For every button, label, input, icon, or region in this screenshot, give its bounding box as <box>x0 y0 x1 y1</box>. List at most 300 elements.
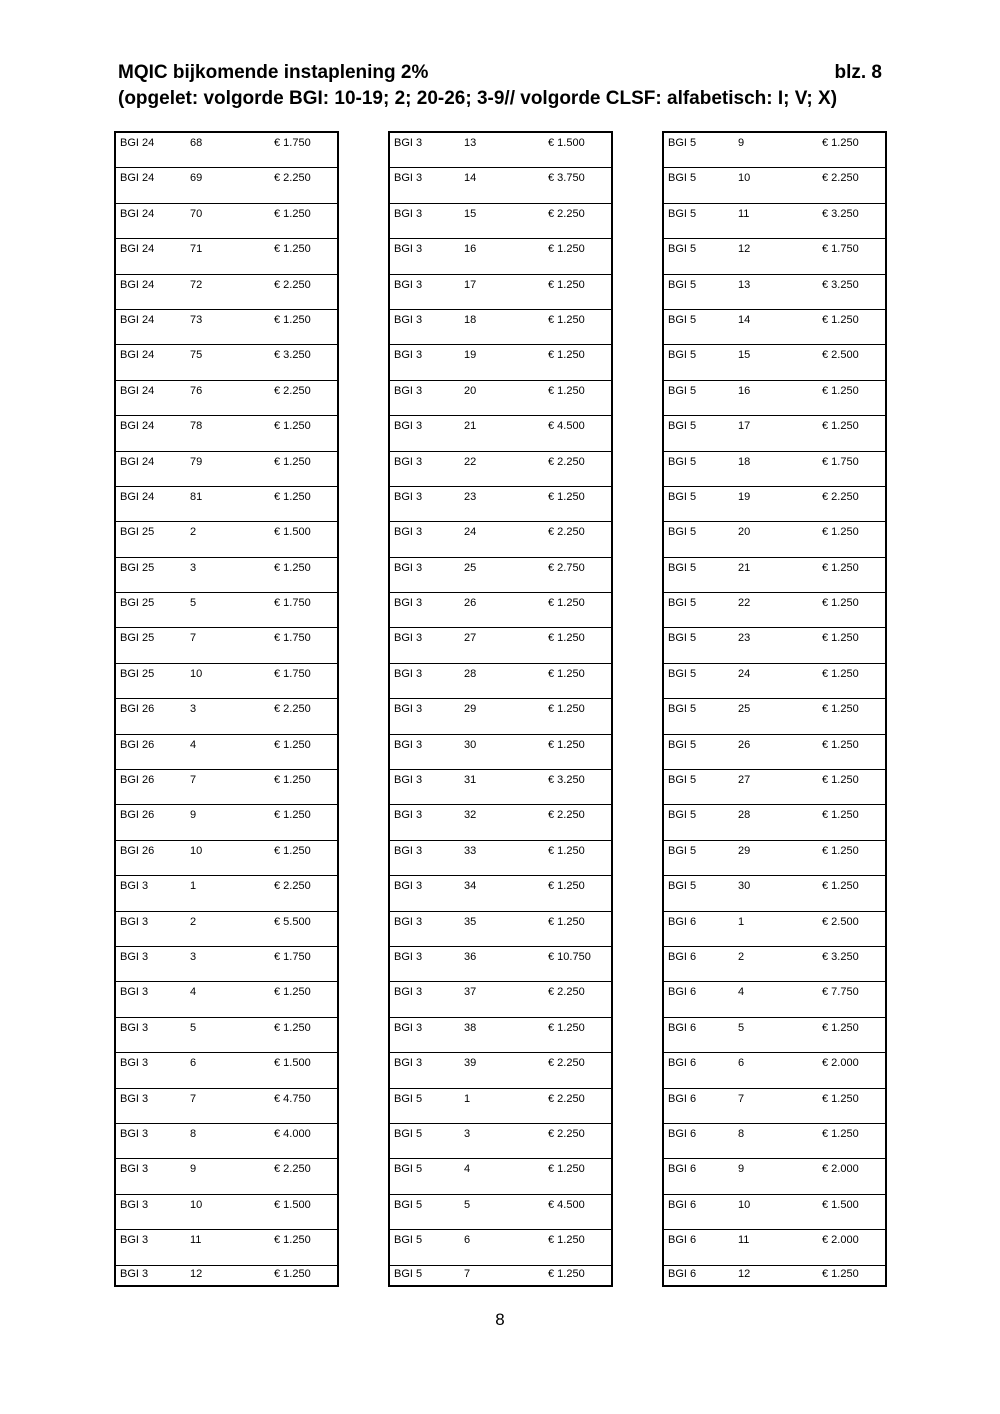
group-cell: BGI 3 <box>120 1163 149 1176</box>
number-cell: 29 <box>738 844 751 857</box>
table-row <box>664 1266 885 1285</box>
table-row <box>390 699 611 734</box>
group-cell: BGI 6 <box>668 1021 697 1034</box>
header-line-1 <box>118 60 882 86</box>
group-cell: BGI 3 <box>394 278 423 291</box>
document-title: MQIC bijkomende instaplening 2% <box>118 62 429 83</box>
group-cell: BGI 5 <box>668 313 697 326</box>
group-cell: BGI 6 <box>668 1057 697 1070</box>
group-cell: BGI 26 <box>120 774 155 787</box>
table-row <box>390 416 611 451</box>
group-cell: BGI 3 <box>394 667 423 680</box>
table-row <box>390 770 611 805</box>
group-cell: BGI 3 <box>120 1057 149 1070</box>
table-row <box>390 168 611 203</box>
group-cell: BGI 3 <box>394 774 423 787</box>
group-cell: BGI 6 <box>668 1163 697 1176</box>
amount-cell: € 1.250 <box>548 1163 585 1176</box>
group-cell: BGI 5 <box>668 420 697 433</box>
number-cell: 78 <box>190 420 203 433</box>
table-row <box>390 1124 611 1159</box>
amount-cell: € 2.250 <box>274 278 311 291</box>
number-cell: 72 <box>190 278 203 291</box>
number-cell: 29 <box>464 703 477 716</box>
number-cell: 9 <box>738 1163 745 1176</box>
group-cell: BGI 24 <box>120 420 155 433</box>
number-cell: 26 <box>464 597 477 610</box>
group-cell: BGI 5 <box>668 809 697 822</box>
amount-cell: € 1.250 <box>274 1021 311 1034</box>
note-x: X <box>818 88 831 109</box>
amount-cell: € 2.250 <box>822 490 859 503</box>
group-cell: BGI 3 <box>394 349 423 362</box>
amount-cell: € 1.750 <box>274 597 311 610</box>
table-row <box>390 558 611 593</box>
amount-cell: € 3.250 <box>822 278 859 291</box>
table-row <box>664 912 885 947</box>
note-mid: : 10-19; 2; 20-26; 3-9// volgorde <box>322 88 606 109</box>
number-cell: 4 <box>464 1163 471 1176</box>
group-cell: BGI 5 <box>394 1163 423 1176</box>
number-cell: 71 <box>190 243 203 256</box>
amount-cell: € 1.250 <box>822 561 859 574</box>
number-cell: 39 <box>464 1057 477 1070</box>
group-cell: BGI 3 <box>120 880 149 893</box>
table-row <box>664 593 885 628</box>
table-row <box>664 239 885 274</box>
amount-cell: € 2.250 <box>548 1092 585 1105</box>
table-row <box>664 133 885 168</box>
number-cell: 7 <box>190 632 197 645</box>
amount-cell: € 2.500 <box>822 349 859 362</box>
table-row <box>116 982 337 1017</box>
group-cell: BGI 3 <box>394 313 423 326</box>
amount-cell: € 1.250 <box>822 384 859 397</box>
amount-cell: € 1.250 <box>548 667 585 680</box>
table-row <box>664 452 885 487</box>
amount-cell: € 7.750 <box>822 986 859 999</box>
amount-cell: € 2.750 <box>548 561 585 574</box>
number-cell: 15 <box>738 349 751 362</box>
number-cell: 20 <box>738 526 751 539</box>
loan-table-1 <box>114 131 339 1287</box>
amount-cell: € 1.750 <box>822 243 859 256</box>
amount-cell: € 1.250 <box>822 844 859 857</box>
table-row <box>116 168 337 203</box>
amount-cell: € 1.250 <box>548 738 585 751</box>
number-cell: 16 <box>738 384 751 397</box>
amount-cell: € 1.250 <box>274 561 311 574</box>
number-cell: 10 <box>190 844 203 857</box>
number-cell: 27 <box>464 632 477 645</box>
number-cell: 28 <box>464 667 477 680</box>
group-cell: BGI 5 <box>668 349 697 362</box>
table-row <box>664 770 885 805</box>
amount-cell: € 2.250 <box>274 880 311 893</box>
group-cell: BGI 3 <box>394 915 423 928</box>
group-cell: BGI 3 <box>394 207 423 220</box>
group-cell: BGI 5 <box>668 137 697 149</box>
table-row <box>390 912 611 947</box>
table-row <box>390 452 611 487</box>
group-cell: BGI 25 <box>120 597 155 610</box>
table-row <box>390 735 611 770</box>
number-cell: 70 <box>190 207 203 220</box>
group-cell: BGI 24 <box>120 490 155 503</box>
group-cell: BGI 3 <box>394 1057 423 1070</box>
number-cell: 5 <box>464 1198 471 1211</box>
amount-cell: € 1.250 <box>548 597 585 610</box>
group-cell: BGI 5 <box>668 844 697 857</box>
amount-cell: € 1.500 <box>274 1198 311 1211</box>
number-cell: 30 <box>464 738 477 751</box>
table-row <box>116 593 337 628</box>
amount-cell: € 1.250 <box>822 880 859 893</box>
number-cell: 13 <box>738 278 751 291</box>
table-row <box>116 1018 337 1053</box>
table-row <box>390 204 611 239</box>
amount-cell: € 2.250 <box>548 809 585 822</box>
table-row <box>664 487 885 522</box>
note-v: V <box>794 88 807 109</box>
group-cell: BGI 3 <box>394 880 423 893</box>
number-cell: 12 <box>190 1267 203 1280</box>
amount-cell: € 1.250 <box>548 880 585 893</box>
table-row <box>664 664 885 699</box>
table-row <box>116 1266 337 1285</box>
number-cell: 5 <box>190 1021 197 1034</box>
group-cell: BGI 6 <box>668 915 697 928</box>
amount-cell: € 1.250 <box>274 1267 311 1280</box>
table-row <box>116 345 337 380</box>
table-row <box>390 841 611 876</box>
amount-cell: € 2.250 <box>548 1127 585 1140</box>
amount-cell: € 3.250 <box>548 774 585 787</box>
group-cell: BGI 3 <box>394 597 423 610</box>
table-row <box>116 452 337 487</box>
amount-cell: € 1.250 <box>274 490 311 503</box>
table-row <box>664 381 885 416</box>
number-cell: 23 <box>738 632 751 645</box>
note-i: I <box>777 88 784 109</box>
amount-cell: € 1.250 <box>548 349 585 362</box>
table-row <box>664 204 885 239</box>
number-cell: 36 <box>464 950 477 963</box>
amount-cell: € 1.250 <box>822 667 859 680</box>
group-cell: BGI 5 <box>668 632 697 645</box>
number-cell: 14 <box>738 313 751 326</box>
page-number: 8 <box>495 1310 505 1329</box>
group-cell: BGI 3 <box>394 490 423 503</box>
number-cell: 20 <box>464 384 477 397</box>
group-cell: BGI 24 <box>120 137 155 149</box>
amount-cell: € 1.750 <box>274 137 311 149</box>
amount-cell: € 1.250 <box>548 1267 585 1280</box>
group-cell: BGI 5 <box>668 278 697 291</box>
table-row <box>664 841 885 876</box>
table-row <box>390 1018 611 1053</box>
group-cell: BGI 3 <box>394 172 423 185</box>
table-row <box>390 133 611 168</box>
number-cell: 22 <box>738 597 751 610</box>
group-cell: BGI 5 <box>394 1267 423 1280</box>
loan-table-3 <box>662 131 887 1287</box>
amount-cell: € 1.750 <box>274 950 311 963</box>
amount-cell: € 10.750 <box>548 950 591 963</box>
number-cell: 35 <box>464 915 477 928</box>
amount-cell: € 1.250 <box>548 1021 585 1034</box>
number-cell: 8 <box>190 1127 197 1140</box>
table-row <box>116 1089 337 1124</box>
amount-cell: € 4.500 <box>548 420 585 433</box>
group-cell: BGI 3 <box>394 809 423 822</box>
amount-cell: € 3.250 <box>822 207 859 220</box>
table-row <box>390 805 611 840</box>
number-cell: 10 <box>190 1198 203 1211</box>
table-row <box>664 1230 885 1265</box>
amount-cell: € 1.250 <box>274 243 311 256</box>
group-cell: BGI 24 <box>120 278 155 291</box>
table-row <box>664 735 885 770</box>
table-row <box>116 699 337 734</box>
table-row <box>116 275 337 310</box>
table-row <box>664 699 885 734</box>
table-row <box>390 1089 611 1124</box>
amount-cell: € 1.250 <box>548 632 585 645</box>
amount-cell: € 2.250 <box>548 526 585 539</box>
group-cell: BGI 26 <box>120 738 155 751</box>
group-cell: BGI 24 <box>120 172 155 185</box>
table-row <box>116 947 337 982</box>
number-cell: 8 <box>738 1127 745 1140</box>
note-clsf: CLSF <box>605 88 656 109</box>
table-row <box>664 1018 885 1053</box>
group-cell: BGI 3 <box>394 950 423 963</box>
number-cell: 1 <box>190 880 197 893</box>
group-cell: BGI 3 <box>120 1127 149 1140</box>
number-cell: 18 <box>738 455 751 468</box>
number-cell: 12 <box>738 1267 751 1280</box>
number-cell: 76 <box>190 384 203 397</box>
number-cell: 19 <box>738 490 751 503</box>
number-cell: 2 <box>190 526 197 539</box>
number-cell: 7 <box>738 1092 745 1105</box>
number-cell: 79 <box>190 455 203 468</box>
group-cell: BGI 6 <box>668 1267 697 1280</box>
table-row <box>390 1230 611 1265</box>
number-cell: 33 <box>464 844 477 857</box>
table-row <box>390 1159 611 1194</box>
group-cell: BGI 3 <box>120 1198 149 1211</box>
group-cell: BGI 24 <box>120 384 155 397</box>
number-cell: 2 <box>190 915 197 928</box>
table-row <box>116 770 337 805</box>
group-cell: BGI 3 <box>394 455 423 468</box>
amount-cell: € 1.250 <box>274 844 311 857</box>
amount-cell: € 1.250 <box>274 774 311 787</box>
number-cell: 23 <box>464 490 477 503</box>
table-row <box>116 1124 337 1159</box>
group-cell: BGI 24 <box>120 207 155 220</box>
number-cell: 32 <box>464 809 477 822</box>
number-cell: 75 <box>190 349 203 362</box>
amount-cell: € 2.250 <box>274 384 311 397</box>
amount-cell: € 2.000 <box>822 1163 859 1176</box>
amount-cell: € 1.250 <box>274 809 311 822</box>
group-cell: BGI 26 <box>120 809 155 822</box>
table-row <box>390 345 611 380</box>
amount-cell: € 1.250 <box>822 809 859 822</box>
table-row <box>116 1053 337 1088</box>
number-cell: 17 <box>464 278 477 291</box>
number-cell: 1 <box>738 915 745 928</box>
table-row <box>664 168 885 203</box>
number-cell: 37 <box>464 986 477 999</box>
table-row <box>116 487 337 522</box>
number-cell: 7 <box>190 1092 197 1105</box>
group-cell: BGI 25 <box>120 632 155 645</box>
group-cell: BGI 5 <box>394 1127 423 1140</box>
number-cell: 68 <box>190 137 203 149</box>
group-cell: BGI 5 <box>668 738 697 751</box>
number-cell: 17 <box>738 420 751 433</box>
number-cell: 24 <box>738 667 751 680</box>
table-row <box>390 876 611 911</box>
amount-cell: € 1.250 <box>274 455 311 468</box>
group-cell: BGI 3 <box>394 738 423 751</box>
group-cell: BGI 6 <box>668 1127 697 1140</box>
number-cell: 26 <box>738 738 751 751</box>
group-cell: BGI 5 <box>668 597 697 610</box>
table-row <box>390 1266 611 1285</box>
table-row <box>664 1159 885 1194</box>
amount-cell: € 1.500 <box>274 526 311 539</box>
number-cell: 73 <box>190 313 203 326</box>
table-row <box>390 628 611 663</box>
amount-cell: € 1.250 <box>822 703 859 716</box>
amount-cell: € 2.250 <box>274 1163 311 1176</box>
number-cell: 16 <box>464 243 477 256</box>
amount-cell: € 5.500 <box>274 915 311 928</box>
table-row <box>390 593 611 628</box>
group-cell: BGI 26 <box>120 703 155 716</box>
amount-cell: € 1.750 <box>274 632 311 645</box>
amount-cell: € 1.250 <box>822 420 859 433</box>
number-cell: 6 <box>464 1234 471 1247</box>
number-cell: 69 <box>190 172 203 185</box>
amount-cell: € 1.250 <box>548 915 585 928</box>
amount-cell: € 1.250 <box>548 313 585 326</box>
number-cell: 10 <box>190 667 203 680</box>
table-row <box>664 558 885 593</box>
amount-cell: € 2.250 <box>548 1057 585 1070</box>
amount-cell: € 3.250 <box>822 950 859 963</box>
number-cell: 6 <box>190 1057 197 1070</box>
amount-cell: € 1.250 <box>822 137 859 149</box>
number-cell: 2 <box>738 950 745 963</box>
number-cell: 25 <box>738 703 751 716</box>
amount-cell: € 2.000 <box>822 1234 859 1247</box>
table-row <box>664 1124 885 1159</box>
number-cell: 38 <box>464 1021 477 1034</box>
group-cell: BGI 3 <box>120 950 149 963</box>
note-sep2: ; <box>806 88 818 109</box>
group-cell: BGI 6 <box>668 986 697 999</box>
amount-cell: € 1.500 <box>548 137 585 149</box>
amount-cell: € 1.250 <box>822 1267 859 1280</box>
number-cell: 11 <box>738 207 750 220</box>
number-cell: 3 <box>190 950 197 963</box>
amount-cell: € 2.250 <box>548 455 585 468</box>
number-cell: 7 <box>464 1267 471 1280</box>
amount-cell: € 2.250 <box>548 207 585 220</box>
table-row <box>390 664 611 699</box>
group-cell: BGI 3 <box>120 986 149 999</box>
number-cell: 28 <box>738 809 751 822</box>
table-row <box>664 947 885 982</box>
group-cell: BGI 5 <box>668 703 697 716</box>
table-row <box>390 381 611 416</box>
table-row <box>390 310 611 345</box>
amount-cell: € 4.000 <box>274 1127 311 1140</box>
table-row <box>664 345 885 380</box>
group-cell: BGI 3 <box>120 1234 149 1247</box>
amount-cell: € 3.250 <box>274 349 311 362</box>
amount-cell: € 1.250 <box>274 738 311 751</box>
number-cell: 30 <box>738 880 751 893</box>
table-row <box>390 1053 611 1088</box>
note-pre: (opgelet: volgorde <box>118 88 289 109</box>
group-cell: BGI 5 <box>668 880 697 893</box>
group-cell: BGI 5 <box>668 526 697 539</box>
group-cell: BGI 3 <box>394 561 423 574</box>
amount-cell: € 1.750 <box>274 667 311 680</box>
number-cell: 10 <box>738 172 751 185</box>
table-row <box>116 841 337 876</box>
amount-cell: € 1.250 <box>274 1234 311 1247</box>
group-cell: BGI 5 <box>668 490 697 503</box>
table-row <box>116 1230 337 1265</box>
group-cell: BGI 3 <box>394 384 423 397</box>
group-cell: BGI 6 <box>668 1234 697 1247</box>
table-row <box>116 558 337 593</box>
table-row <box>664 522 885 557</box>
amount-cell: € 1.500 <box>822 1198 859 1211</box>
table-row <box>664 805 885 840</box>
amount-cell: € 2.250 <box>274 172 311 185</box>
group-cell: BGI 3 <box>394 137 423 149</box>
amount-cell: € 1.250 <box>274 207 311 220</box>
group-cell: BGI 5 <box>668 455 697 468</box>
group-cell: BGI 3 <box>394 420 423 433</box>
number-cell: 4 <box>738 986 745 999</box>
amount-cell: € 1.250 <box>548 703 585 716</box>
amount-cell: € 1.250 <box>548 278 585 291</box>
group-cell: BGI 3 <box>394 703 423 716</box>
page-header <box>118 60 882 112</box>
group-cell: BGI 24 <box>120 313 155 326</box>
number-cell: 5 <box>190 597 197 610</box>
number-cell: 19 <box>464 349 477 362</box>
table-row <box>390 522 611 557</box>
number-cell: 4 <box>190 986 197 999</box>
amount-cell: € 1.250 <box>548 490 585 503</box>
table-row <box>116 522 337 557</box>
group-cell: BGI 5 <box>668 384 697 397</box>
number-cell: 14 <box>464 172 477 185</box>
number-cell: 81 <box>190 490 203 503</box>
number-cell: 21 <box>738 561 751 574</box>
